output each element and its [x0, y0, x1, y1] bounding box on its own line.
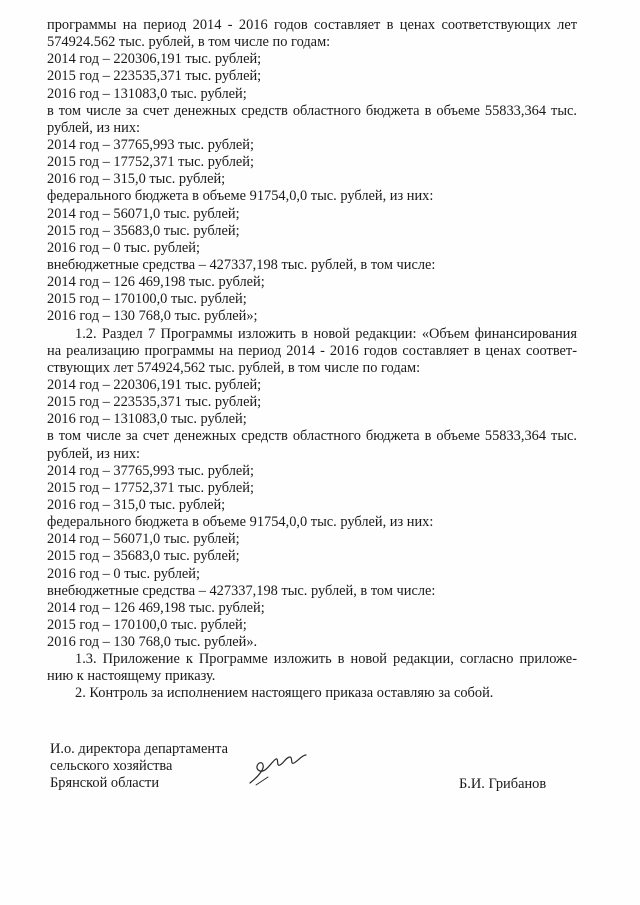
paragraph-1-3-start: 1.3. Приложение к Программе изложить в новой редакции, согласно приложе-	[75, 651, 577, 668]
body-line: 2015 год – 35683,0 тыс. рублей;	[47, 222, 240, 239]
body-line: 2016 год – 315,0 тыс. рублей;	[47, 171, 226, 188]
body-line: в том числе за счет денежных средств областного бюджета в объеме 55833,364 тыс.	[47, 428, 577, 445]
body-line: в том числе за счет денежных средств областного бюджета в объеме 55833,364 тыс.	[47, 102, 577, 119]
body-line: 2014 год – 220306,191 тыс. рублей;	[47, 376, 262, 393]
body-line: 2016 год – 0 тыс. рублей;	[47, 565, 200, 582]
body-line: федерального бюджета в объеме 91754,0,0 тыс. рублей, из них:	[47, 514, 434, 531]
body-line: 2016 год – 131083,0 тыс. рублей;	[47, 85, 247, 102]
body-line: 2014 год – 56071,0 тыс. рублей;	[47, 205, 240, 222]
body-line: 2015 год – 17752,371 тыс. рублей;	[47, 154, 254, 171]
paragraph-1-2-start: 1.2. Раздел 7 Программы изложить в новой редакции: «Объем финансирования	[75, 325, 577, 342]
signatory-title	[50, 741, 228, 793]
body-line: программы на период 2014 - 2016 годов составляет в ценах соответствующих лет	[47, 17, 577, 33]
body-line: нию к настоящему приказу.	[47, 668, 216, 685]
body-line: 2014 год – 37765,993 тыс. рублей;	[47, 136, 254, 153]
body-line: 574924.562 тыс. рублей, в том числе по годам:	[47, 34, 331, 51]
body-line: 2015 год – 17752,371 тыс. рублей;	[47, 479, 254, 496]
paragraph-2: 2. Контроль за исполнением настоящего приказа оставляю за собой.	[75, 685, 494, 702]
signatory-title-line: И.о. директора департамента	[50, 741, 228, 757]
body-line: 2016 год – 0 тыс. рублей;	[47, 239, 200, 256]
body-line: 2015 год – 170100,0 тыс. рублей;	[47, 616, 247, 633]
signatory-name: Б.И. Грибанов	[459, 776, 547, 792]
signatory-title-line: Брянской области	[50, 775, 160, 792]
body-line: 2015 год – 223535,371 тыс. рублей;	[47, 394, 262, 411]
body-line: 2014 год – 56071,0 тыс. рублей;	[47, 531, 240, 548]
body-line: 2014 год – 126 469,198 тыс. рублей;	[47, 599, 265, 616]
body-line: 2014 год – 126 469,198 тыс. рублей;	[47, 274, 265, 291]
handwritten-signature	[246, 745, 316, 787]
document-body	[47, 17, 577, 703]
body-line: 2016 год – 131083,0 тыс. рублей;	[47, 411, 247, 428]
body-line: 2014 год – 220306,191 тыс. рублей;	[47, 51, 262, 68]
body-line: 2015 год – 170100,0 тыс. рублей;	[47, 291, 247, 308]
body-line: рублей, из них:	[47, 119, 141, 136]
body-line: 2016 год – 315,0 тыс. рублей;	[47, 496, 226, 513]
body-line: внебюджетные средства – 427337,198 тыс. рублей, в том числе:	[47, 256, 436, 273]
body-line: 2014 год – 37765,993 тыс. рублей;	[47, 462, 254, 479]
signatory-title-line: сельского хозяйства	[50, 758, 173, 775]
body-line: 2015 год – 223535,371 тыс. рублей;	[47, 68, 262, 85]
body-line: федерального бюджета в объеме 91754,0,0 тыс. рублей, из них:	[47, 188, 434, 205]
body-line: внебюджетные средства – 427337,198 тыс. рублей, в том числе:	[47, 582, 436, 599]
body-line: 2015 год – 35683,0 тыс. рублей;	[47, 548, 240, 565]
body-line: рублей, из них:	[47, 445, 141, 462]
body-line: 2016 год – 130 768,0 тыс. рублей»;	[47, 308, 258, 325]
body-line: 2016 год – 130 768,0 тыс. рублей».	[47, 634, 258, 651]
body-line: на реализацию программы на период 2014 - 2016 годов составляет в ценах соответ-	[47, 342, 577, 359]
body-line: ствующих лет 574924,562 тыс. рублей, в том числе по годам:	[47, 359, 421, 376]
